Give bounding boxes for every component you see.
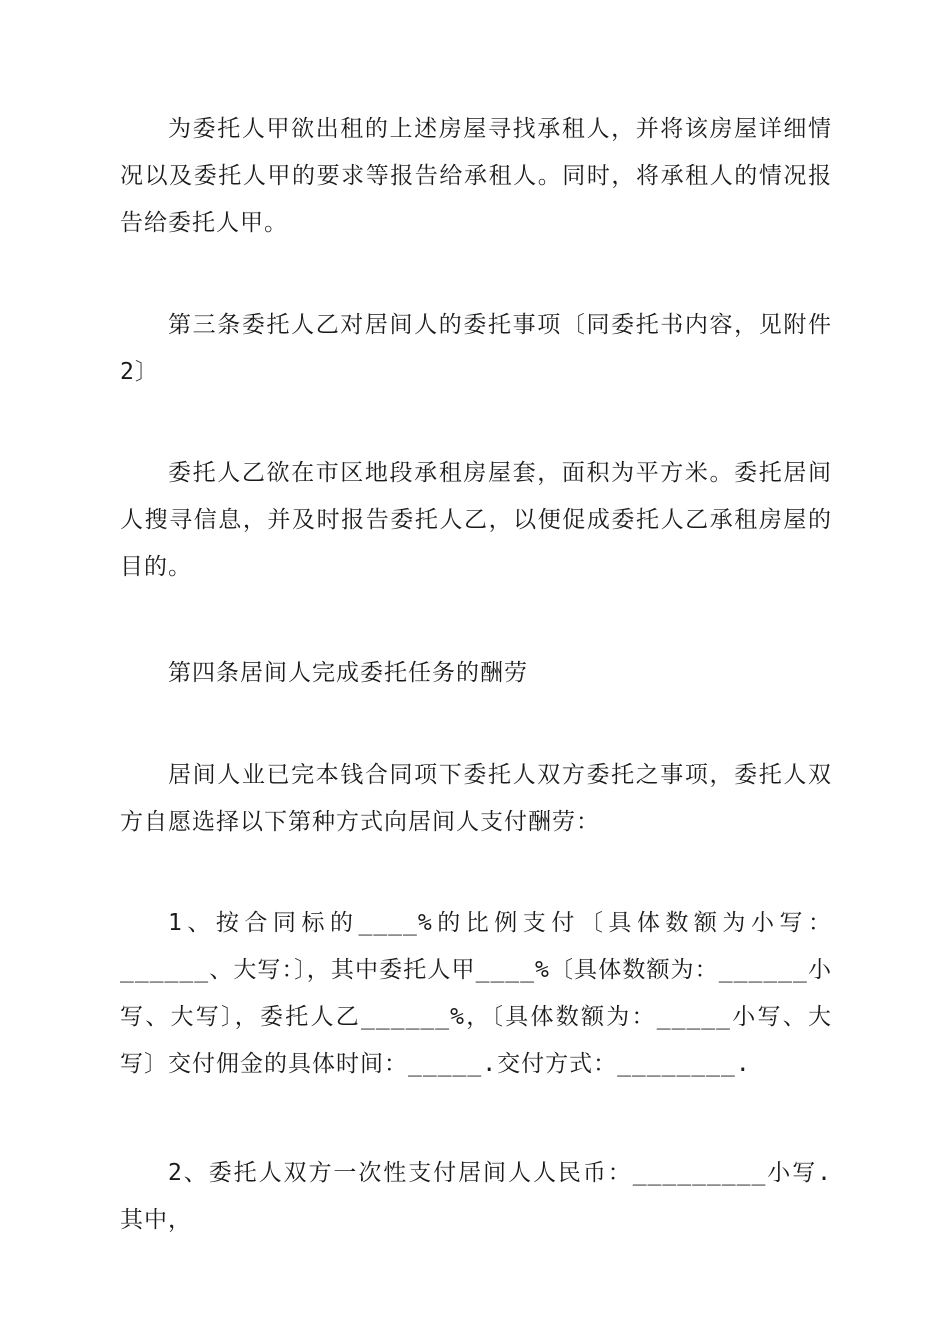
paragraph-landlord-entrustment: 为委托人甲欲出租的上述房屋寻找承租人，并将该房屋详细情况以及委托人甲的要求等报告给承租人。同时，将承租人的情况报告给委托人甲。: [120, 116, 832, 236]
paragraph-payment-option-2: 2、委托人双方一次性支付居间人人民币：_________小写.其中，: [120, 1160, 832, 1233]
paragraph-tenant-entrustment: 委托人乙欲在市区地段承租房屋套，面积为平方米。委托居间人搜寻信息，并及时报告委托人乙，以便促成委托人乙承租房屋的目的。: [120, 460, 832, 580]
paragraph-payment-intro: 居间人业已完本钱合同项下委托人双方委托之事项，委托人双方自愿选择以下第种方式向居间人支付酬劳：: [120, 762, 832, 835]
paragraph-payment-option-1: 1、按合同标的____%的比例支付〔具体数额为小写：______、大写：〕，其中委托人甲____%〔具体数额为：______小写、大写〕，委托人乙______%，〔具体数额为：_____小写、大写〕交付佣金的具体时间：_____.交付方式：________.: [120, 910, 832, 1077]
paragraph-article-three-heading: 第三条委托人乙对居间人的委托事项〔同委托书内容，见附件2〕: [120, 312, 832, 385]
paragraph-article-four-heading: 第四条居间人完成委托任务的酬劳: [168, 660, 528, 686]
